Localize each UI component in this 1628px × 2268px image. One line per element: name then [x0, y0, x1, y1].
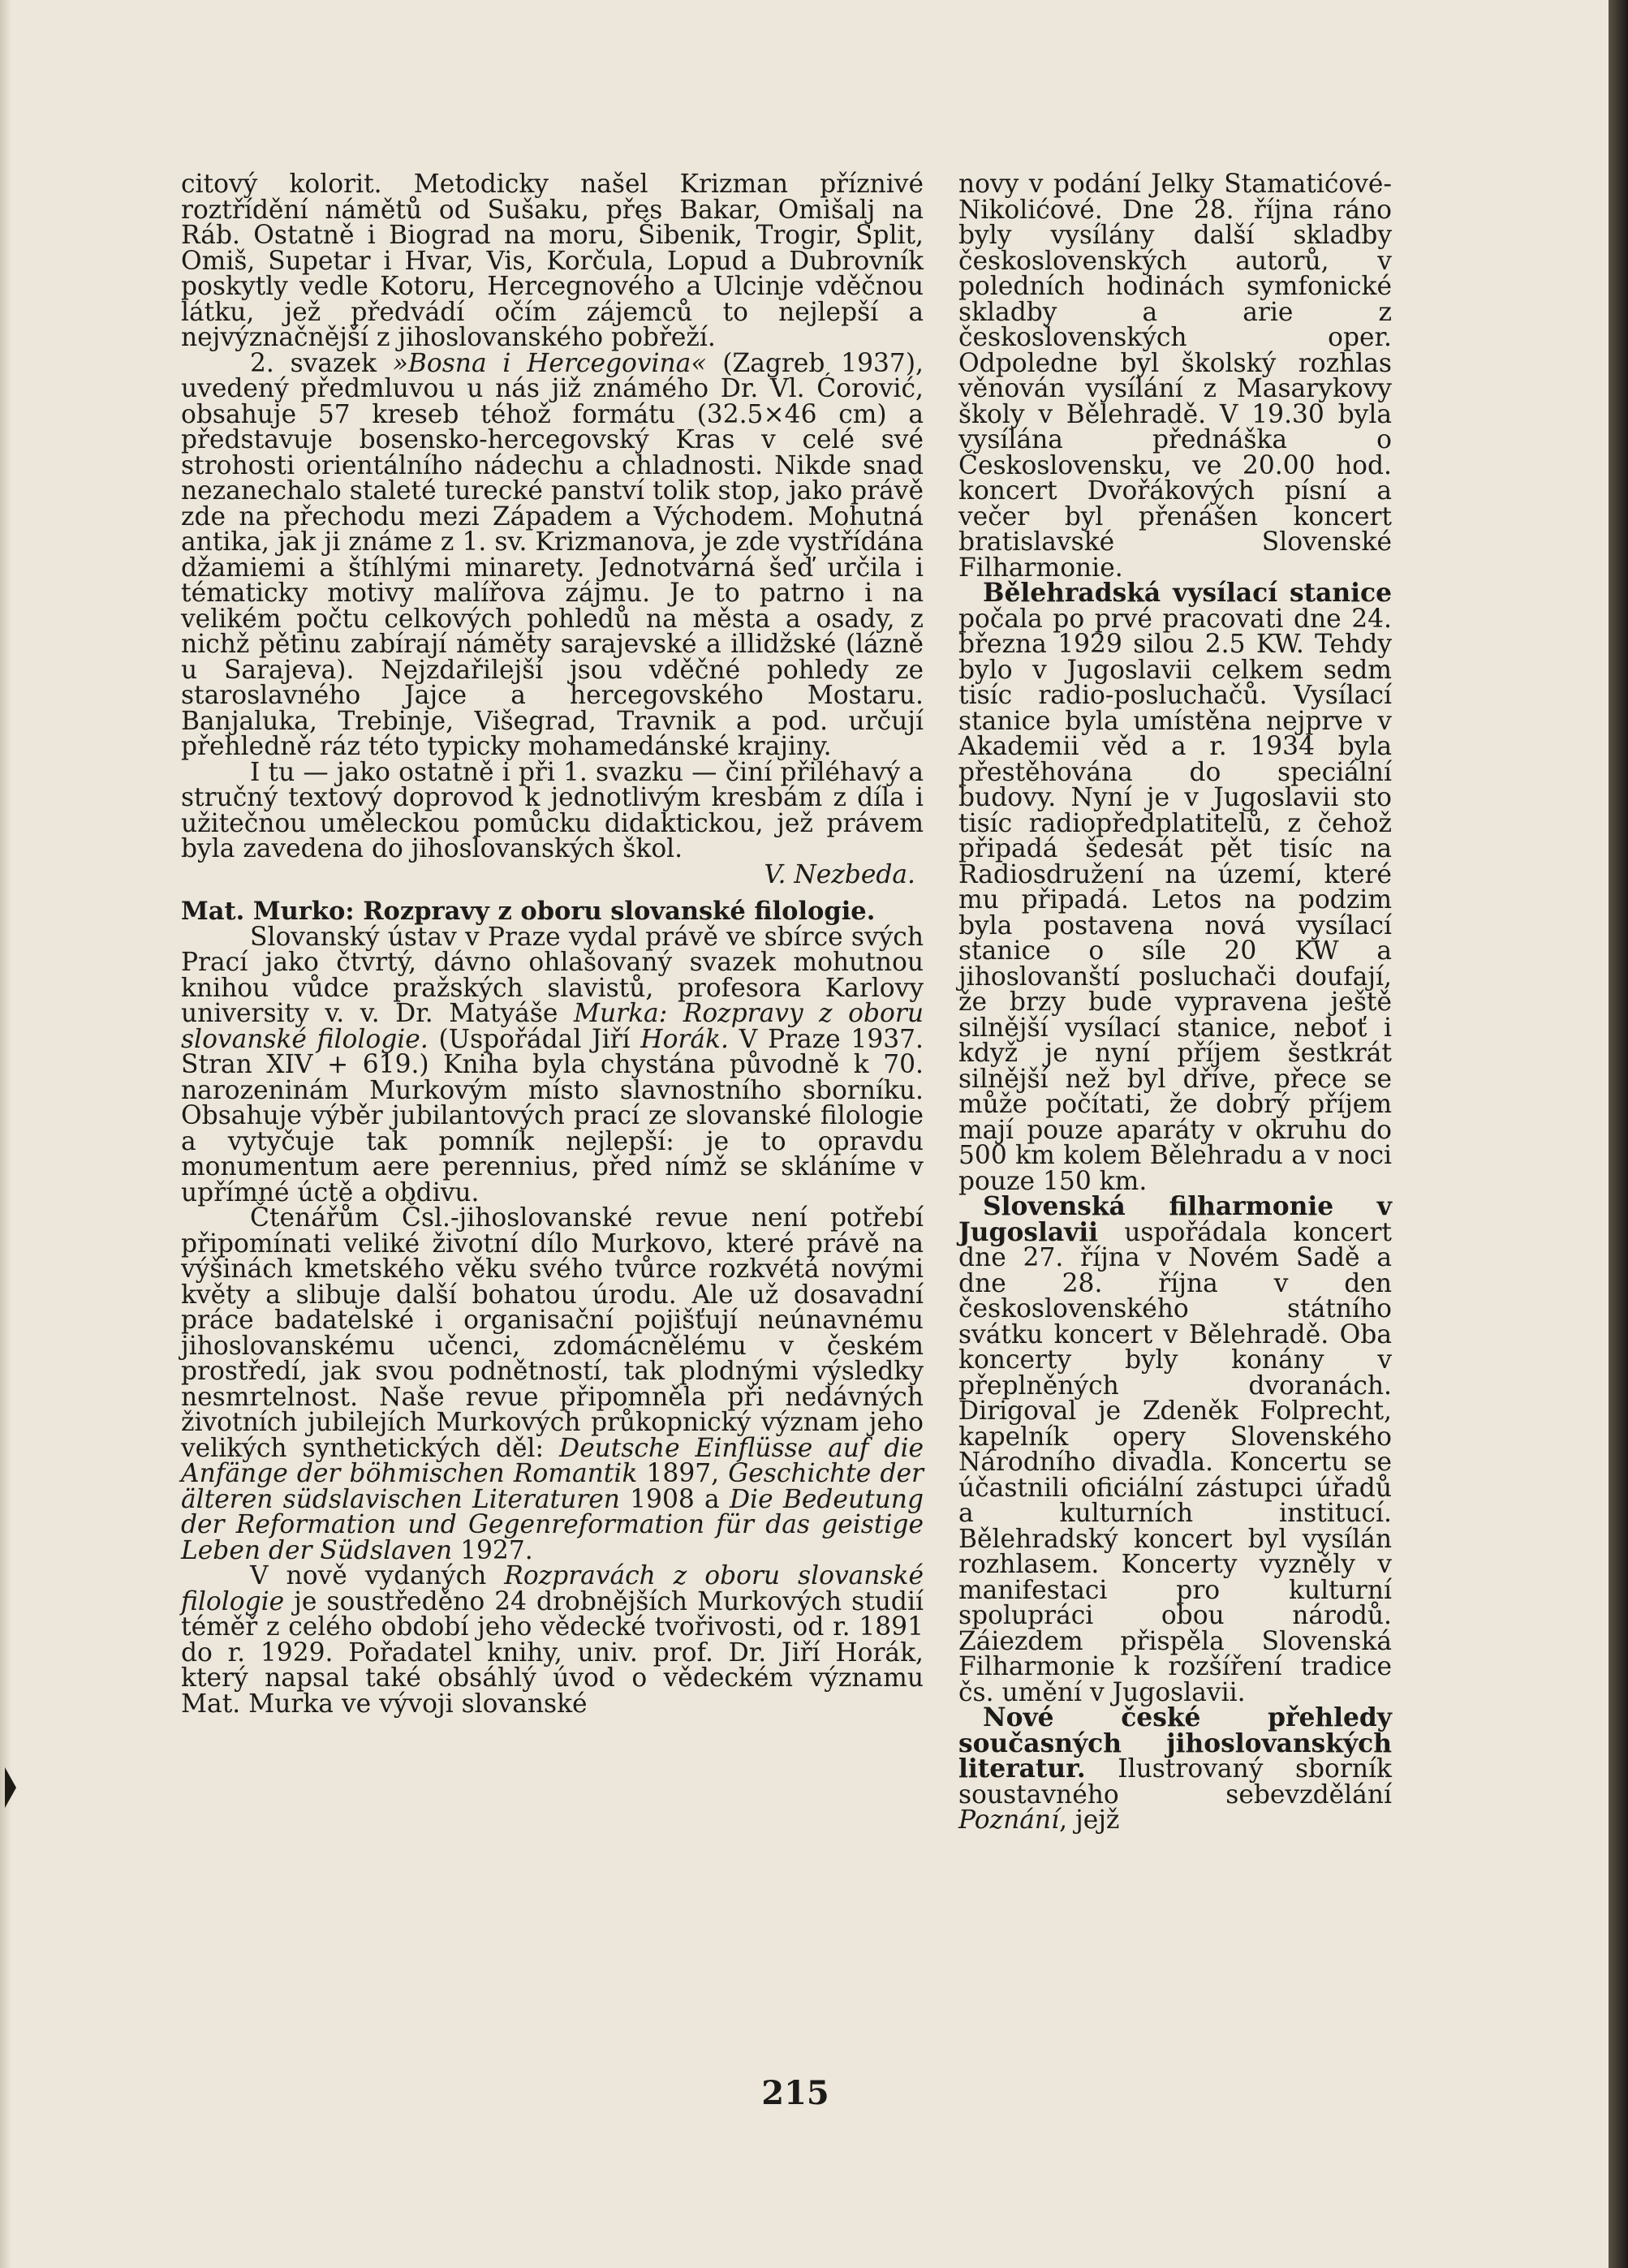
- paragraph-bosna: 2. svazek »Bosna i Hercegovina« (Zagreb 1937), uvedený předmluvou u nás již známého Dr. Vl. Ćorović, obsahuje 57 kreseb téhož formátu (32.5×46 cm) a představuje bosensko-hercegovský Kras v celé své strohosti orientálního nádechu a chladnosti. Nikde snad nezanechalo staleté turecké panství tolik stop, jako právě zde na přechodu mezi Západem a Východem. Mohutná antika, jak ji známe z 1. sv. Krizmanova, je zde vystřídána džamiemi a štíhlými minarety. Jednotvárná šeď určila i tématicky motivy malířova zájmu. Je to patrno i na velikém počtu celkových pohledů na města a osady, z nichž pětinu zabírají náměty sarajevské a illidžské (lázně u Sarajeva). Nejzdařilejší jsou vděčné pohledy ze staroslavného Jajce a hercegovského Mostaru. Banjaluka, Trebinje, Višegrad, Travnik a pod. určují přehledně ráz této typicky mohamedánské krajiny.: [181, 348, 924, 761]
- paragraph-slovak-philharmonic: Slovenská filharmonie v Jugoslavii uspořádala koncert dne 27. října v Novém Sadě a dne 28. října v den československého státního svátku koncert v Bělehradě. Oba koncerty byly konány v přeplněných dvoranách. Dirigoval je Zdeněk Folprecht, kapelník opery Slovenského Národního divadla. Koncertu se účastnili oficiální zástupci úřadů a kulturních institucí. Bělehradský koncert byl vysílán rozhlasem. Koncerty vyzněly v manifestaci pro kulturní spolupráci obou národů. Záiezdem přispěla Slovenská Filharmonie k rozšíření tradice čs. umění v Jugoslavii.: [958, 1192, 1392, 1707]
- section-heading-philharmonic: Slovenská filharmonie v Jugoslavii: [958, 1192, 1392, 1247]
- right-column: [958, 172, 1392, 1834]
- paragraph-dalmatia: citový kolorit. Metodicky našel Krizman příznivé roztřídění námětů od Sušaku, přes Bakar, Omišalj na Ráb. Ostatně i Biograd na moru, Šibenik, Trogir, Split, Omiš, Supetar i Hvar, Vis, Korčula, Lopud a Dubrovník poskytly vedle Kotoru, Hercegnového a Ulcinje vděčnou látku, jež předvádí očím zájemců to nejlepší a nejvýznačnější z jihoslovanského pobřeží.: [181, 170, 924, 352]
- paragraph-murko-rozpravy: V nově vydaných Rozpravách z oboru slovanské filologie je soustředěno 24 drobnějších Murkových studií téměř z celého období jeho vědecké tvořivosti, od r. 1891 do r. 1929. Pořadatel knihy, univ. prof. Dr. Jiří Horák, který napsal také obsáhlý úvod o vědeckém významu Mat. Murka ve vývoji slovanské: [181, 1561, 924, 1719]
- paragraph-murko-intro: Slovanský ústav v Praze vydal právě ve sbírce svých Prací jako čtvrtý, dávno ohlašovaný svazek mohutnou knihou vůdce pražských slavistů, profesora Karlovy university v. v. Dr. Matyáše Murka: Rozpravy z oboru slovanské filologie. (Uspořádal Jiří Horák. V Praze 1937. Stran XIV + 619.) Kniha byla chystána původně k 70. narozeninám Murkovým místo slavnostního sborníku. Obsahuje výběr jubilantových prací ze slovanské filologie a vytyčuje tak pomník nejlepší: je to opravdu monumentum aere perennius, před nímž se skláníme v upřímné úctě a obdivu.: [181, 922, 924, 1207]
- left-column: [181, 172, 924, 1717]
- section-heading-belgrade-station: Bělehradská vysílací stanice: [983, 579, 1392, 608]
- page-gutter-shadow: [0, 0, 11, 2268]
- page-number: 215: [761, 2074, 829, 2112]
- book-title-bosna: »Bosna i Hercegovina«: [392, 348, 707, 378]
- paragraph-murko-works: Čtenářům Čsl.-jihoslovanské revue není potřebí připomínati veliké životní dílo Murkovo, které právě na výšinách kmetského věku svého tvůrce rozkvétá novými květy a slibuje další bohatou úrodu. Ale už dosavadní práce badatelské i organisační pojišťují neúnavnému jihoslovanskému učenci, zdomácnělému v českém prostředí, jak svou podnětností, tak plodnými výsledky nesmrtelnost. Naše revue připomněla při nedávných životních jubilejích Murkových průkopnický význam jeho velikých synthetických děl: Deutsche Einflüsse auf die Anfänge der böhmischen Romantik 1897, Geschichte der älteren südslavischen Literaturen 1908 a Die Bedeutung der Reformation und Gegenreformation für das geistige Leben der Südslaven 1927.: [181, 1203, 924, 1565]
- author-signature: V. Nezbeda.: [764, 859, 915, 889]
- paragraph-closing: I tu — jako ostatně i při 1. svazku — činí přiléhavý a stručný textový doprovod k jednotlivým kresbám z díla i užitečnou uměleckou pomůcku didaktickou, jež právem byla zavedena do jihoslovanských škol.: [181, 757, 924, 863]
- section-heading-overviews: Nové české přehledy současných jihoslovanských literatur.: [958, 1703, 1392, 1784]
- paragraph-czech-overviews: Nové české přehledy současných jihoslovanských literatur. Ilustrovaný sborník soustavného sebevzdělání Poznání, jejž: [958, 1703, 1392, 1835]
- scan-edge: [1609, 0, 1628, 2268]
- paragraph-radio-program: novy v podání Jelky Stamatićové-Nikolićové. Dne 28. října ráno byly vysílány další skladby československých autorů, v poledních hodinách symfonické skladby a arie z československých oper. Odpoledne byl školský rozhlas věnován vysílání z Masarykovy školy v Bělehradě. V 19.30 byla vysílána přednáška o Československu, ve 20.00 hod. koncert Dvořákových písní a večer byl přenášen koncert bratislavské Slovenské Filharmonie.: [958, 170, 1392, 583]
- paragraph-belgrade-station: Bělehradská vysílací stanice počala po prvé pracovati dne 24. března 1929 silou 2.5 KW. Tehdy bylo v Jugoslavii celkem sedm tisíc radio-posluchačů. Vysílací stanice byla umístěna nejprve v Akademii věd a r. 1934 byla přestěhována do speciální budovy. Nyní je v Jugoslavii sto tisíc radiopředplatitelů, z čehož připadá šedesát pět tisíc na Radiosdružení na území, které mu připadá. Letos na podzim byla postavena nová vysílací stanice o síle 20 KW a jihoslovanští posluchači doufají, že brzy bude vypravena ještě silnější vysílací stanice, neboť i když je nyní příjem šestkrát silnější než byl dříve, přece se může počítati, že dobrý příjem mají pouze aparáty v okruhu do 500 km kolem Bělehradu a v noci pouze 150 km.: [958, 579, 1392, 1196]
- review-heading-murko: Mat. Murko: Rozpravy z oboru slovanské filologie.: [181, 897, 876, 926]
